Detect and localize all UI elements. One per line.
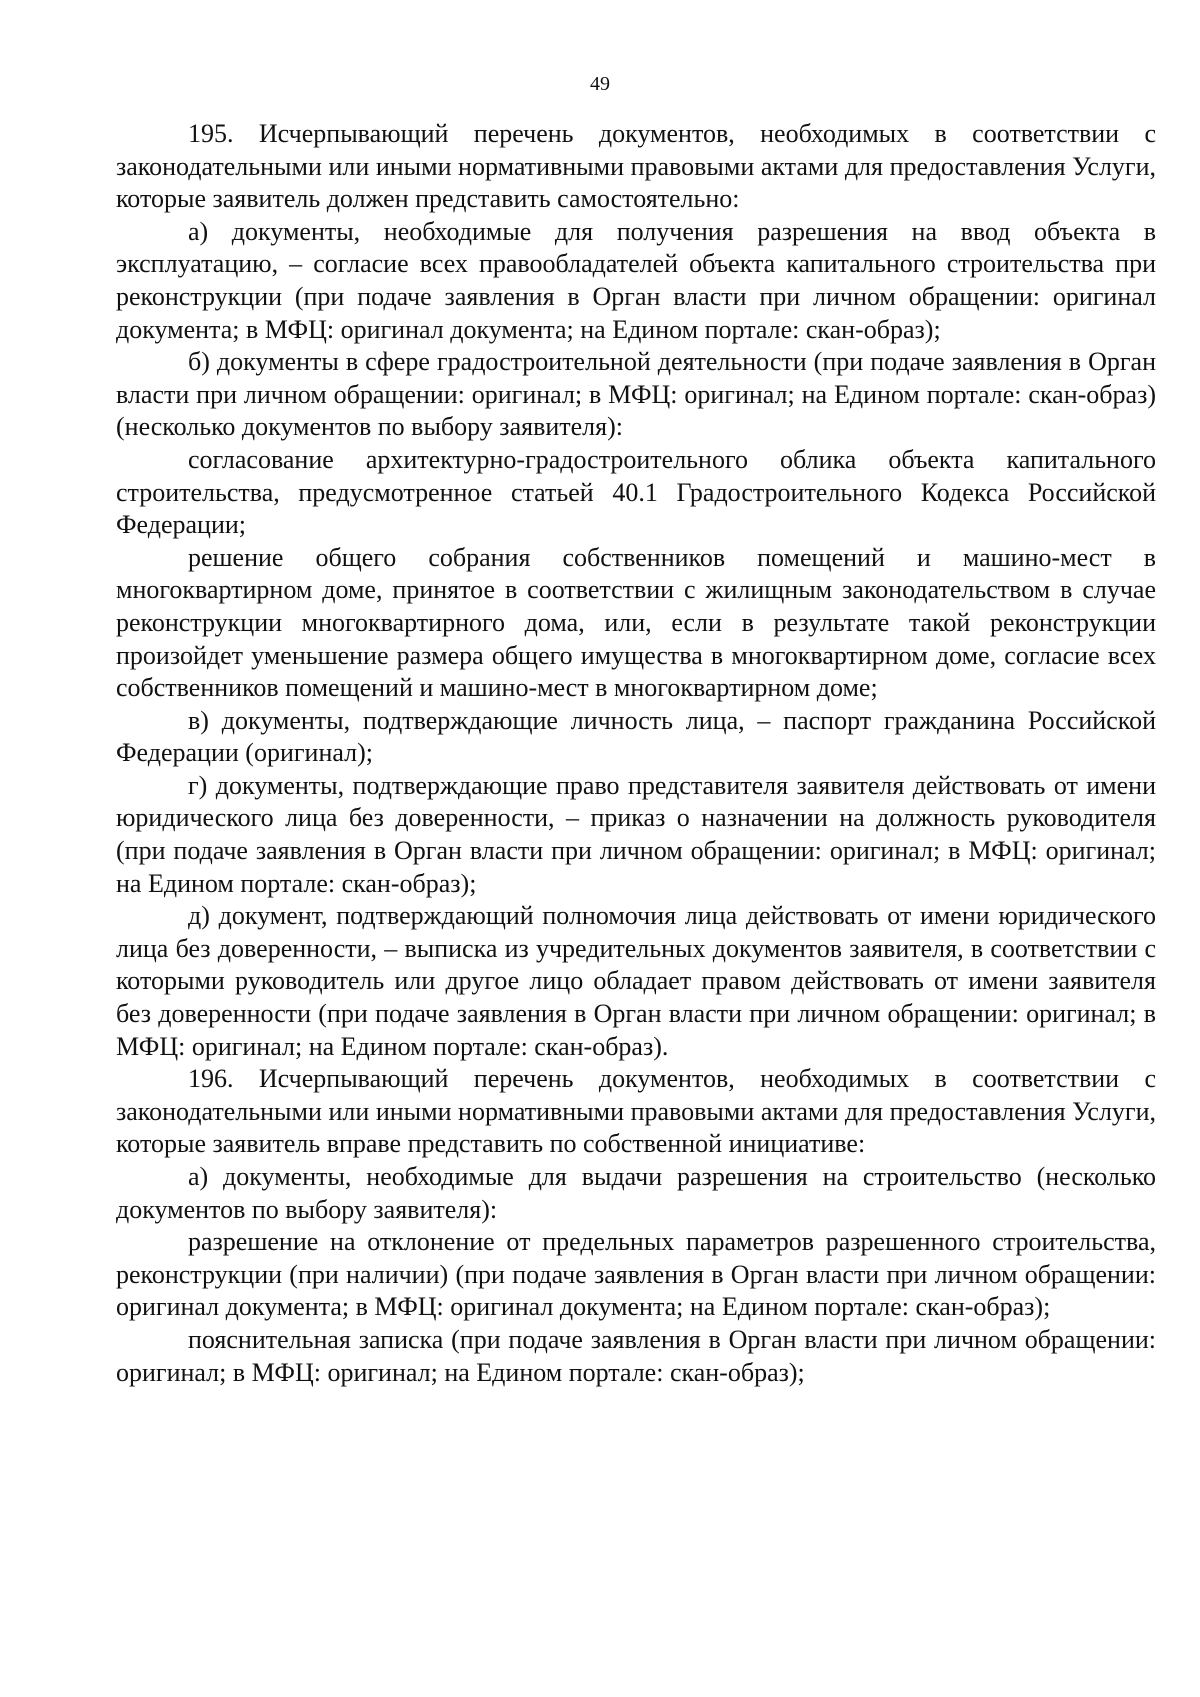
paragraph-195-a: а) документы, необходимые для получения разрешения на ввод объекта в эксплуатацию, – согласие всех правообладателей объекта капитального строительства при реконструкции (при подаче заявления в Орган власти при личном обращении: оригинал документа; в МФЦ: оригинал документа; на Едином портале: скан-образ); (116, 216, 1156, 344)
paragraph-195-d: д) документ, подтверждающий полномочия лица действовать от имени юридического лица без доверенности, – выписка из учредительных документов заявителя, в соответствии с которыми руководитель или другое лицо обладает правом действовать от имени заявителя без доверенности (при подаче заявления в Орган власти при личном обращении: оригинал; в МФЦ: оригинал; на Едином портале: скан-образ). (116, 901, 1156, 1061)
paragraph-195-b: б) документы в сфере градостроительной деятельности (при подаче заявления в Орган власти при личном обращении: оригинал; в МФЦ: оригинал; на Едином портале: скан-образ) (несколько документов по выбору заявителя): (116, 347, 1156, 442)
page-number: 49 (590, 73, 610, 95)
paragraph-196-a: а) документы, необходимые для выдачи разрешения на строительство (несколько документов по выбору заявителя): (116, 1162, 1156, 1224)
paragraph-196-a-item-2: пояснительная записка (при подаче заявления в Орган власти при личном обращении: оригинал; в МФЦ: оригинал; на Едином портале: скан-образ); (116, 1324, 1156, 1387)
paragraph-195-b-item-2: решение общего собрания собственников помещений и машино-мест в многоквартирном доме, принятое в соответствии с жилищным законодательством в случае реконструкции многоквартирного дома, или, если в результате такой реконструкции произойдет уменьшение размера общего имущества в многоквартирном доме, согласие всех собственников помещений и машино-мест в многоквартирном доме; (116, 542, 1156, 703)
paragraph-195: 195. Исчерпывающий перечень документов, необходимых в соответствии с законодательными или иными нормативными правовыми актами для предоставления Услуги, которые заявитель должен представить самостоятельно: (116, 119, 1156, 214)
paragraph-196-a-item-1: разрешение на отклонение от предельных параметров разрешенного строительства, реконструкции (при наличии) (при подаче заявления в Орган власти при личном обращении: оригинал документа; в МФЦ: оригинал документа; на Едином портале: скан-образ); (116, 1227, 1156, 1322)
paragraph-195-b-item-1: согласование архитектурно-градостроительного облика объекта капитального строительства, предусмотренное статьей 40.1 Градостроительного Кодекса Российской Федерации; (116, 444, 1156, 540)
document-body (116, 118, 1156, 1389)
paragraph-195-v: в) документы, подтверждающие личность лица, – паспорт гражданина Российской Федерации (оригинал); (116, 705, 1156, 768)
paragraph-196: 196. Исчерпывающий перечень документов, необходимых в соответствии с законодательными или иными нормативными правовыми актами для предоставления Услуги, которые заявитель вправе представить по собственной инициативе: (116, 1064, 1156, 1159)
paragraph-195-g: г) документы, подтверждающие право представителя заявителя действовать от имени юридического лица без доверенности, – приказ о назначении на должность руководителя (при подаче заявления в Орган власти при личном обращении: оригинал; в МФЦ: оригинал; на Едином портале: скан-образ); (116, 770, 1156, 898)
